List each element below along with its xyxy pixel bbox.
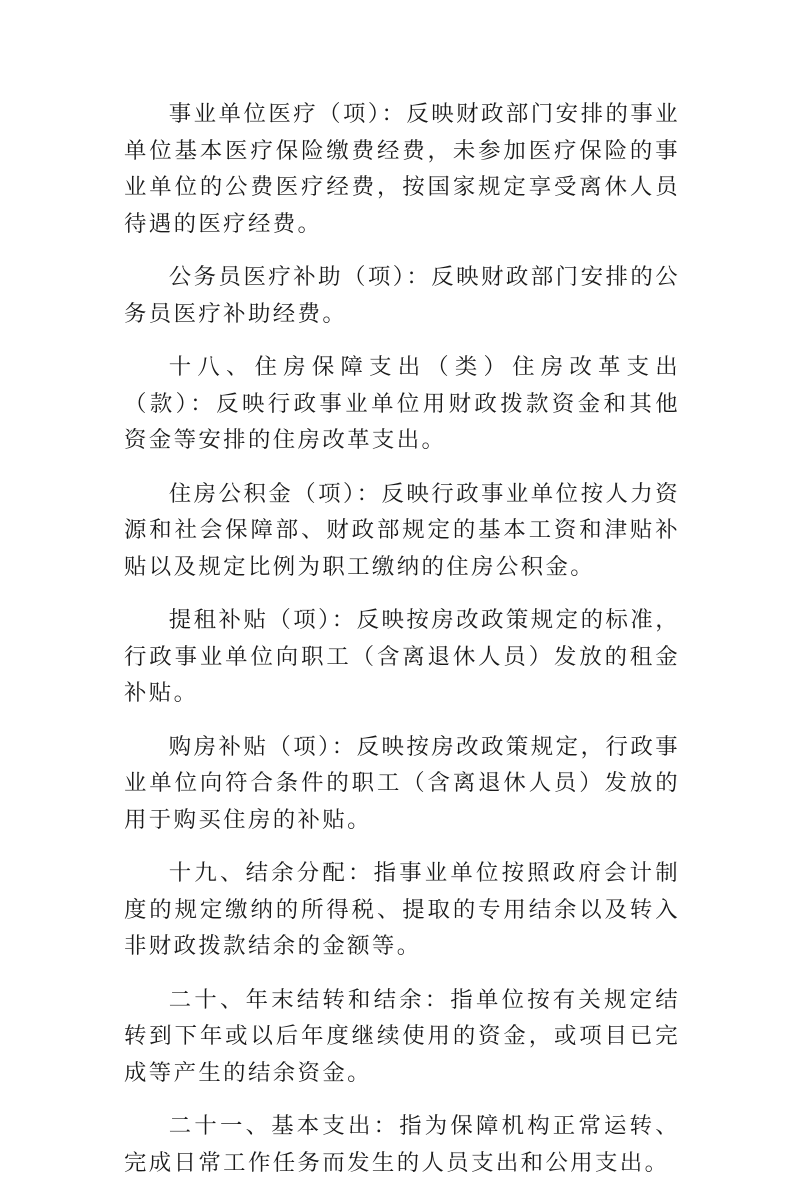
paragraph-housing-purchase-subsidy: 购房补贴（项）：反映按房改政策规定，行政事业单位向符合条件的职工（含离退休人员）发放的用于购买住房的补贴。 (124, 733, 680, 833)
document-body (124, 96, 680, 1198)
paragraph-housing-provident-fund: 住房公积金（项）：反映行政事业单位按人力资源和社会保障部、财政部规定的基本工资和津贴补贴以及规定比例为职工缴纳的住房公积金。 (124, 480, 680, 580)
paragraph-surplus-distribution: 十九、结余分配：指事业单位按照政府会计制度的规定缴纳的所得税、提取的专用结余以及转入非财政拨款结余的金额等。 (124, 860, 680, 959)
paragraph-year-end-carryover: 二十、年末结转和结余：指单位按有关规定结转到下年或以后年度继续使用的资金，或项目已完成等产生的结余资金。 (124, 986, 680, 1086)
paragraph-public-institution-medical: 事业单位医疗（项）：反映财政部门安排的事业单位基本医疗保险缴费经费，未参加医疗保险的事业单位的公费医疗经费，按国家规定享受离休人员待遇的医疗经费。 (124, 101, 680, 237)
paragraph-housing-security-expenditure: 十八、住房保障支出（类）住房改革支出（款）：反映行政事业单位用财政拨款资金和其他资金等安排的住房改革支出。 (124, 354, 680, 453)
paragraph-civil-servant-medical-subsidy: 公务员医疗补助（项）：反映财政部门安排的公务员医疗补助经费。 (124, 264, 680, 327)
paragraph-rent-subsidy: 提租补贴（项）：反映按房改政策规定的标准，行政事业单位向职工（含离退休人员）发放的租金补贴。 (124, 607, 680, 706)
paragraph-basic-expenditure: 二十一、基本支出：指为保障机构正常运转、完成日常工作任务而发生的人员支出和公用支出。 (124, 1113, 680, 1176)
